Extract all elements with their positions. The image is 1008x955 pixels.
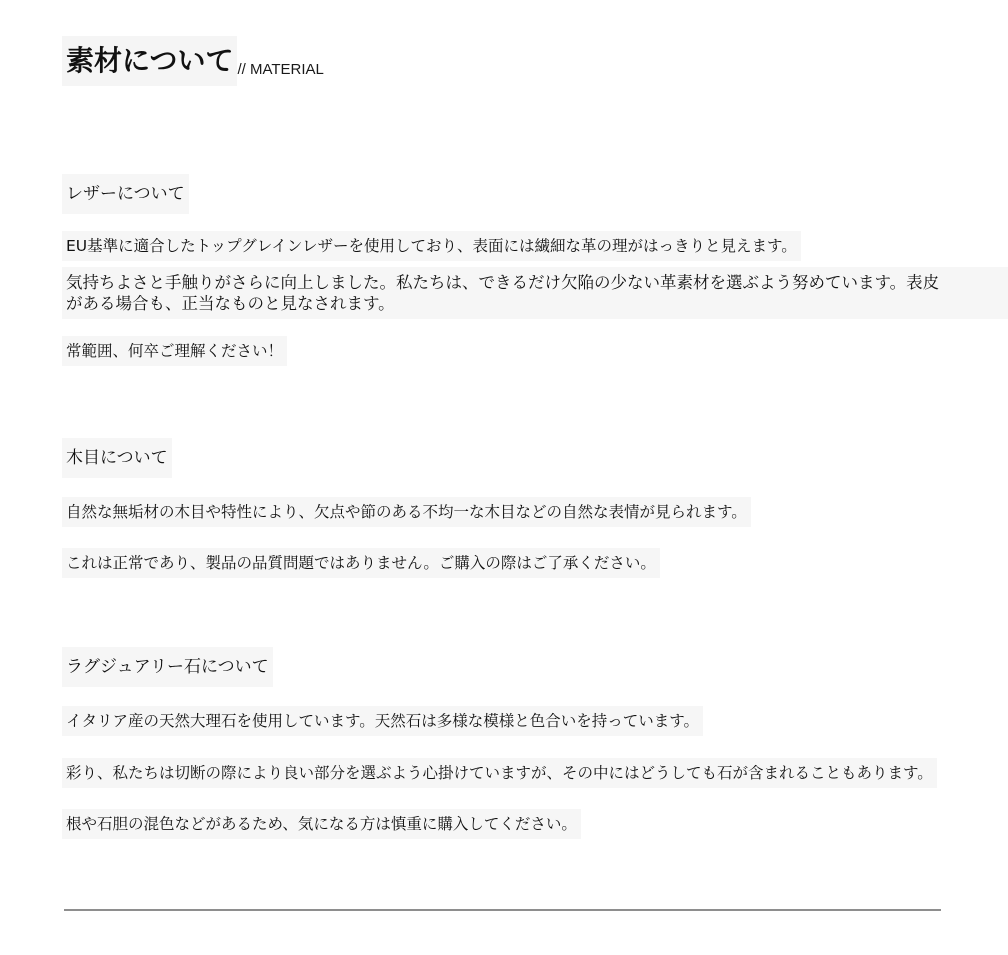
page-subtitle: // MATERIAL bbox=[237, 61, 324, 78]
section-heading-wood: 木目について bbox=[62, 438, 172, 478]
section-heading-leather: レザーについて bbox=[62, 174, 189, 214]
stone-paragraph: 根や石胆の混色などがあるため、気になる方は慎重に購入してください。 bbox=[62, 809, 581, 839]
leather-paragraph: 常範囲、何卒ご理解ください！ bbox=[62, 336, 287, 366]
stone-paragraph: イタリア産の天然大理石を使用しています。天然石は多様な模様と色合いを持っています。 bbox=[62, 706, 703, 736]
wood-paragraph: これは正常であり、製品の品質問題ではありません。ご購入の際はご了承ください。 bbox=[62, 548, 660, 578]
leather-paragraph: EU基準に適合したトップグレインレザーを使用しており、表面には繊細な革の理がはっきりと見えます。 bbox=[62, 231, 801, 261]
leather-paragraph bbox=[62, 267, 1008, 319]
page-title: 素材について bbox=[62, 36, 237, 86]
section-heading-stone: ラグジュアリー石について bbox=[62, 647, 273, 687]
wood-paragraph: 自然な無垢材の木目や特性により、欠点や節のある不均一な木目などの自然な表情が見られます。 bbox=[62, 497, 751, 527]
page-header bbox=[62, 36, 324, 86]
stone-paragraph: 彩り、私たちは切断の際により良い部分を選ぶよう心掛けていますが、その中にはどうしても石が含まれることもあります。 bbox=[62, 758, 937, 788]
leather-paragraph-line: がある場合も、正当なものと見なされます。 bbox=[66, 294, 395, 313]
bottom-divider bbox=[64, 909, 941, 911]
leather-paragraph-line: 気持ちよさと手触りがさらに向上しました。私たちは、できるだけ欠陥の少ない革素材を選ぶよう努めています。表皮 bbox=[66, 273, 940, 292]
